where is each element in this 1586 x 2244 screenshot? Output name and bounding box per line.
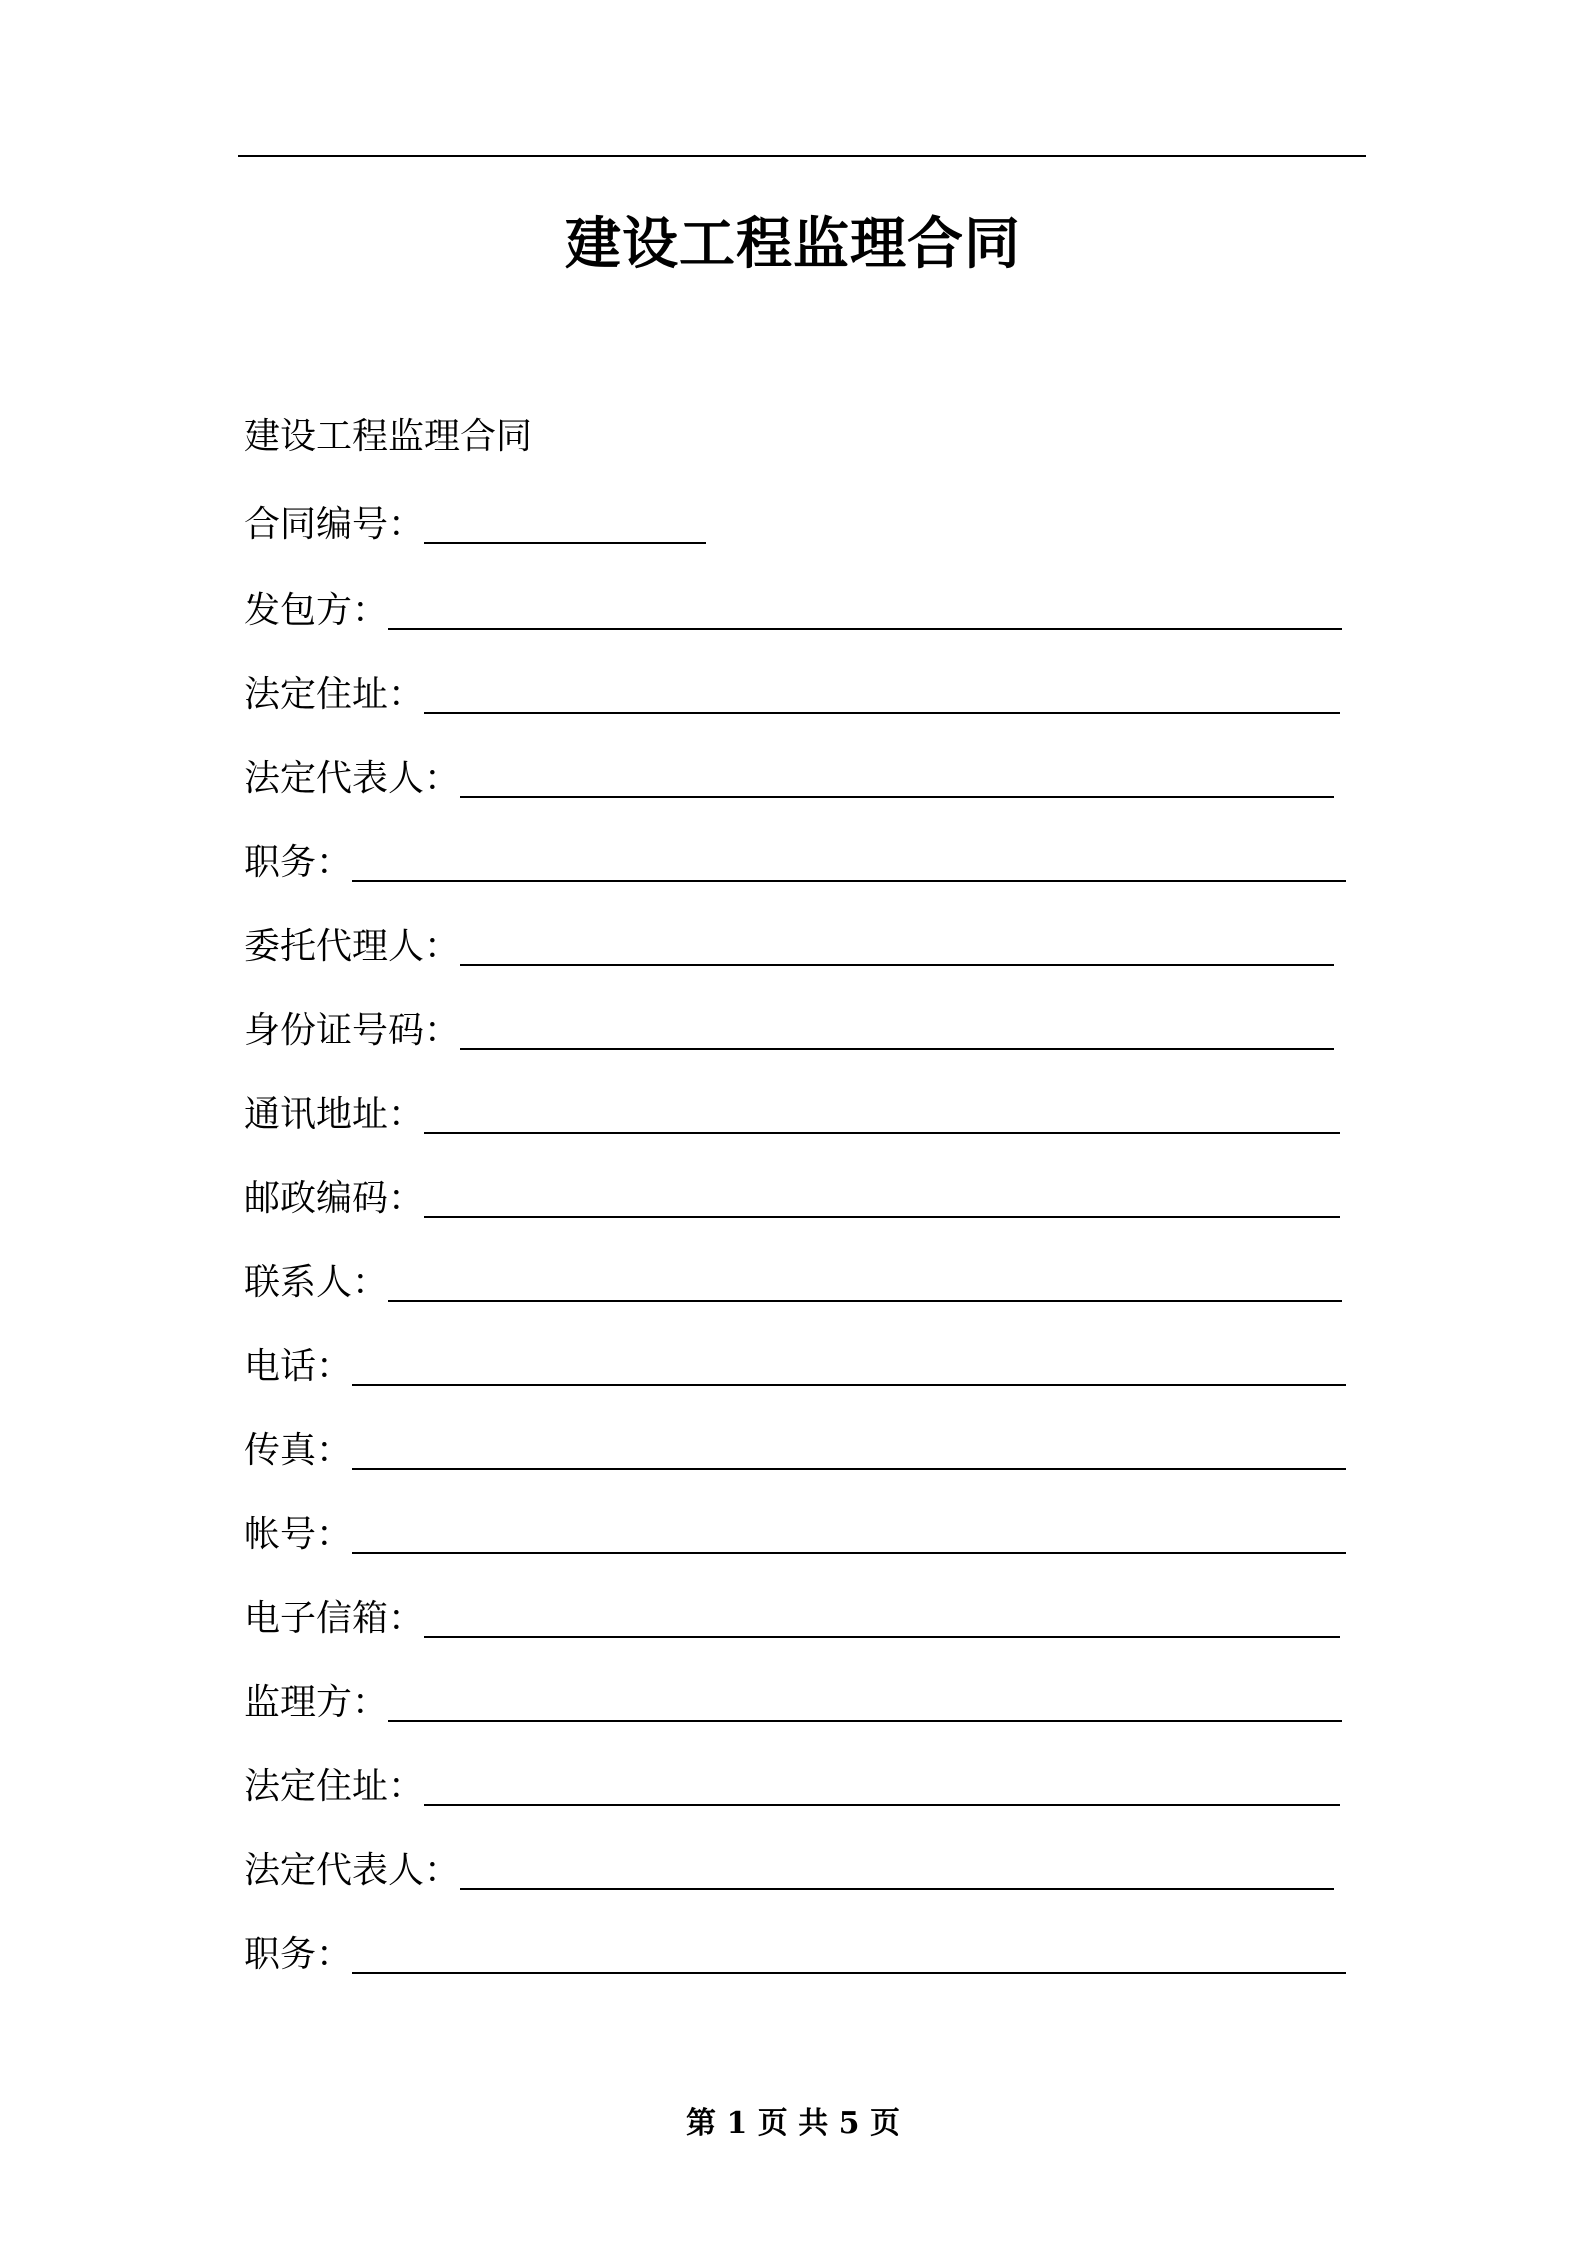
field-label: 法定住址：	[244, 1766, 425, 1807]
field-label: 电子信箱：	[244, 1598, 425, 1639]
blank-line	[388, 628, 1342, 630]
field-contact-person	[244, 1254, 1342, 1308]
field-label: 职务：	[244, 1934, 353, 1975]
document-title: 建设工程监理合同	[565, 212, 1021, 277]
field-label: 法定代表人：	[244, 1850, 461, 1891]
field-label: 合同编号：	[244, 504, 425, 545]
blank-line	[388, 1720, 1342, 1722]
blank-line	[352, 1972, 1346, 1974]
field-fax	[244, 1422, 1346, 1476]
field-supervisor-address	[244, 1758, 1340, 1812]
field-account-number	[244, 1506, 1346, 1560]
field-id-number	[244, 1002, 1334, 1056]
header-rule	[238, 155, 1366, 157]
field-label: 邮政编码：	[244, 1178, 425, 1219]
blank-line	[460, 964, 1334, 966]
blank-line	[424, 1132, 1340, 1134]
field-label: 联系人：	[244, 1262, 389, 1303]
blank-line	[352, 1552, 1346, 1554]
field-employer	[244, 582, 1342, 636]
body-heading: 建设工程监理合同	[244, 416, 533, 457]
blank-line	[424, 1636, 1340, 1638]
blank-line	[352, 880, 1346, 882]
field-label: 监理方：	[244, 1682, 389, 1723]
field-label: 发包方：	[244, 590, 389, 631]
field-label: 委托代理人：	[244, 926, 461, 967]
field-email	[244, 1590, 1340, 1644]
blank-line	[424, 542, 706, 544]
field-label: 帐号：	[244, 1514, 353, 1555]
field-label: 法定住址：	[244, 674, 425, 715]
field-telephone	[244, 1338, 1346, 1392]
page-number-footer: 第 1 页 共 5 页	[686, 2106, 900, 2141]
field-mailing-address	[244, 1086, 1340, 1140]
blank-line	[424, 1804, 1340, 1806]
blank-line	[460, 1888, 1334, 1890]
blank-line	[388, 1300, 1342, 1302]
field-label: 法定代表人：	[244, 758, 461, 799]
field-postal-code	[244, 1170, 1340, 1224]
blank-line	[460, 796, 1334, 798]
field-label: 通讯地址：	[244, 1094, 425, 1135]
field-employer-position	[244, 834, 1346, 888]
field-supervisor-legal-rep	[244, 1842, 1334, 1896]
blank-line	[424, 1216, 1340, 1218]
field-contract-number	[244, 496, 706, 550]
field-label: 身份证号码：	[244, 1010, 461, 1051]
field-authorized-agent	[244, 918, 1334, 972]
field-label: 传真：	[244, 1430, 353, 1471]
blank-line	[424, 712, 1340, 714]
field-label: 电话：	[244, 1346, 353, 1387]
field-employer-legal-rep	[244, 750, 1334, 804]
blank-line	[352, 1468, 1346, 1470]
field-employer-address	[244, 666, 1340, 720]
blank-line	[352, 1384, 1346, 1386]
field-supervisor	[244, 1674, 1342, 1728]
field-label: 职务：	[244, 842, 353, 883]
field-supervisor-position	[244, 1926, 1346, 1980]
blank-line	[460, 1048, 1334, 1050]
